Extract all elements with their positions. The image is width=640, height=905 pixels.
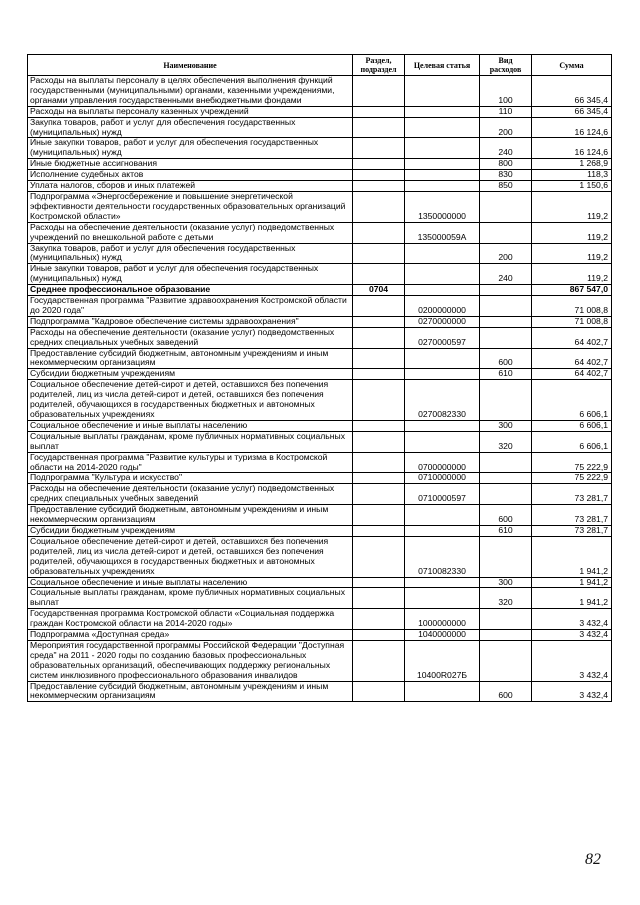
- row-amount-cell: 73 281,7: [532, 525, 612, 536]
- row-kind-cell: 320: [480, 431, 532, 452]
- row-amount-cell: 119,2: [532, 243, 612, 264]
- row-kind-cell: 850: [480, 181, 532, 192]
- row-target-cell: 135000059А: [405, 222, 480, 243]
- row-amount-cell: 3 432,4: [532, 609, 612, 630]
- row-target-cell: 0270082330: [405, 380, 480, 421]
- row-name-cell: Расходы на обеспечение деятельности (оказание услуг) подведомственных средних специальных учебных заведений: [28, 327, 353, 348]
- table-row: [28, 420, 612, 431]
- row-kind-cell: [480, 640, 532, 681]
- row-amount-cell: 71 008,8: [532, 316, 612, 327]
- table-row: [28, 106, 612, 117]
- row-name-cell: Предоставление субсидий бюджетным, автономным учреждениям и иным некоммерческим организациям: [28, 505, 353, 526]
- row-amount-cell: 73 281,7: [532, 505, 612, 526]
- row-amount-cell: 75 222,9: [532, 452, 612, 473]
- row-section-cell: [353, 369, 405, 380]
- row-target-cell: [405, 420, 480, 431]
- row-kind-cell: 600: [480, 681, 532, 702]
- row-target-cell: [405, 577, 480, 588]
- row-kind-cell: [480, 473, 532, 484]
- row-name-cell: Закупка товаров, работ и услуг для обеспечения государственных (муниципальных) нужд: [28, 117, 353, 138]
- row-kind-cell: [480, 316, 532, 327]
- row-section-cell: [353, 380, 405, 421]
- row-name-cell: Предоставление субсидий бюджетным, автономным учреждениям и иным некоммерческим организациям: [28, 681, 353, 702]
- row-section-cell: [353, 505, 405, 526]
- row-kind-cell: [480, 191, 532, 222]
- header-section: Раздел, подраздел: [353, 55, 405, 76]
- table-row: [28, 191, 612, 222]
- row-amount-cell: 118,3: [532, 170, 612, 181]
- header-target: Целевая статья: [405, 55, 480, 76]
- row-section-cell: [353, 170, 405, 181]
- row-target-cell: [405, 243, 480, 264]
- row-section-cell: [353, 181, 405, 192]
- row-amount-cell: 66 345,4: [532, 106, 612, 117]
- table-row: [28, 138, 612, 159]
- row-name-cell: Иные бюджетные ассигнования: [28, 159, 353, 170]
- table-row: [28, 431, 612, 452]
- row-amount-cell: 73 281,7: [532, 484, 612, 505]
- row-name-cell: Расходы на выплаты персоналу в целях обеспечения выполнения функций государственными (муниципальными) органами, казенными учреждениями, органами управления государственными внебюджетными фондами: [28, 76, 353, 107]
- row-target-cell: 10400R027Б: [405, 640, 480, 681]
- row-section-cell: [353, 609, 405, 630]
- table-row: [28, 76, 612, 107]
- row-kind-cell: [480, 630, 532, 641]
- row-target-cell: 1040000000: [405, 630, 480, 641]
- table-row: [28, 296, 612, 317]
- table-row: [28, 348, 612, 369]
- row-kind-cell: 240: [480, 138, 532, 159]
- row-amount-cell: 1 941,2: [532, 536, 612, 577]
- row-section-cell: [353, 76, 405, 107]
- table-row: [28, 681, 612, 702]
- table-row: [28, 264, 612, 285]
- row-kind-cell: 200: [480, 117, 532, 138]
- row-amount-cell: 1 941,2: [532, 577, 612, 588]
- row-kind-cell: 100: [480, 76, 532, 107]
- table-row: [28, 525, 612, 536]
- row-section-cell: [353, 452, 405, 473]
- table-body: [28, 76, 612, 702]
- row-kind-cell: 610: [480, 369, 532, 380]
- table-row: [28, 640, 612, 681]
- row-name-cell: Социальные выплаты гражданам, кроме публичных нормативных социальных выплат: [28, 431, 353, 452]
- header-amount: Сумма: [532, 55, 612, 76]
- row-kind-cell: [480, 285, 532, 296]
- table-row: [28, 609, 612, 630]
- row-kind-cell: [480, 222, 532, 243]
- row-target-cell: [405, 170, 480, 181]
- table-row: [28, 473, 612, 484]
- row-amount-cell: 16 124,6: [532, 117, 612, 138]
- row-target-cell: [405, 76, 480, 107]
- row-target-cell: [405, 181, 480, 192]
- row-target-cell: [405, 138, 480, 159]
- row-target-cell: 0710000597: [405, 484, 480, 505]
- row-section-cell: [353, 327, 405, 348]
- budget-table: [27, 54, 612, 702]
- row-name-cell: Государственная программа Костромской области «Социальная поддержка граждан Костромской области на 2014-2020 годы»: [28, 609, 353, 630]
- row-kind-cell: 300: [480, 577, 532, 588]
- row-target-cell: [405, 681, 480, 702]
- table-row: [28, 316, 612, 327]
- row-amount-cell: 6 606,1: [532, 431, 612, 452]
- row-section-cell: [353, 484, 405, 505]
- row-target-cell: [405, 348, 480, 369]
- row-target-cell: [405, 264, 480, 285]
- row-target-cell: [405, 117, 480, 138]
- row-amount-cell: 3 432,4: [532, 681, 612, 702]
- row-amount-cell: 3 432,4: [532, 640, 612, 681]
- row-section-cell: [353, 296, 405, 317]
- row-kind-cell: 610: [480, 525, 532, 536]
- table-row: [28, 369, 612, 380]
- row-section-cell: [353, 588, 405, 609]
- row-section-cell: [353, 431, 405, 452]
- row-amount-cell: 16 124,6: [532, 138, 612, 159]
- row-amount-cell: 1 941,2: [532, 588, 612, 609]
- row-section-cell: [353, 348, 405, 369]
- row-name-cell: Уплата налогов, сборов и иных платежей: [28, 181, 353, 192]
- row-kind-cell: 110: [480, 106, 532, 117]
- row-section-cell: [353, 640, 405, 681]
- table-row: [28, 536, 612, 577]
- row-kind-cell: 320: [480, 588, 532, 609]
- table-row: [28, 577, 612, 588]
- row-kind-cell: 830: [480, 170, 532, 181]
- row-amount-cell: 1 150,6: [532, 181, 612, 192]
- row-section-cell: [353, 420, 405, 431]
- row-amount-cell: 6 606,1: [532, 380, 612, 421]
- row-target-cell: 0700000000: [405, 452, 480, 473]
- row-name-cell: Государственная программа "Развитие здравоохранения Костромской области до 2020 года": [28, 296, 353, 317]
- row-name-cell: Подпрограмма "Кадровое обеспечение системы здравоохранения": [28, 316, 353, 327]
- row-target-cell: 0710082330: [405, 536, 480, 577]
- row-amount-cell: 75 222,9: [532, 473, 612, 484]
- table-row: [28, 117, 612, 138]
- row-name-cell: Расходы на выплаты персоналу казенных учреждений: [28, 106, 353, 117]
- row-section-cell: [353, 159, 405, 170]
- row-amount-cell: 64 402,7: [532, 327, 612, 348]
- row-section-cell: [353, 243, 405, 264]
- row-amount-cell: 119,2: [532, 222, 612, 243]
- row-kind-cell: [480, 536, 532, 577]
- row-amount-cell: 71 008,8: [532, 296, 612, 317]
- row-name-cell: Социальные выплаты гражданам, кроме публичных нормативных социальных выплат: [28, 588, 353, 609]
- row-name-cell: Социальное обеспечение и иные выплаты населению: [28, 577, 353, 588]
- row-name-cell: Исполнение судебных актов: [28, 170, 353, 181]
- row-amount-cell: 119,2: [532, 191, 612, 222]
- row-target-cell: [405, 369, 480, 380]
- row-name-cell: Подпрограмма «Доступная среда»: [28, 630, 353, 641]
- row-section-cell: [353, 316, 405, 327]
- row-section-cell: [353, 681, 405, 702]
- row-section-cell: [353, 138, 405, 159]
- row-target-cell: 1350000000: [405, 191, 480, 222]
- row-target-cell: 1000000000: [405, 609, 480, 630]
- row-kind-cell: 600: [480, 348, 532, 369]
- row-amount-cell: 867 547,0: [532, 285, 612, 296]
- row-target-cell: 0270000597: [405, 327, 480, 348]
- row-kind-cell: [480, 484, 532, 505]
- row-section-cell: [353, 536, 405, 577]
- row-target-cell: 0710000000: [405, 473, 480, 484]
- header-kind: Вид расходов: [480, 55, 532, 76]
- row-amount-cell: 3 432,4: [532, 630, 612, 641]
- row-section-cell: 0704: [353, 285, 405, 296]
- header-name: Наименование: [28, 55, 353, 76]
- row-target-cell: [405, 588, 480, 609]
- row-name-cell: Предоставление субсидий бюджетным, автономным учреждениям и иным некоммерческим организациям: [28, 348, 353, 369]
- row-kind-cell: [480, 380, 532, 421]
- row-amount-cell: 6 606,1: [532, 420, 612, 431]
- row-section-cell: [353, 630, 405, 641]
- row-name-cell: Государственная программа "Развитие культуры и туризма в Костромской области на 2014-2020 годы": [28, 452, 353, 473]
- row-name-cell: Социальное обеспечение детей-сирот и детей, оставшихся без попечения родителей, лиц из числа детей-сирот и детей, оставшихся без попечения родителей, обучающихся в государственных бюджетных и автономных образовательных учреждениях: [28, 536, 353, 577]
- row-name-cell: Социальное обеспечение детей-сирот и детей, оставшихся без попечения родителей, лиц из числа детей-сирот и детей, оставшихся без попечения родителей, обучающихся в государственных бюджетных и автономных образовательных учреждениях: [28, 380, 353, 421]
- row-target-cell: [405, 505, 480, 526]
- row-amount-cell: 64 402,7: [532, 348, 612, 369]
- row-kind-cell: 600: [480, 505, 532, 526]
- row-name-cell: Иные закупки товаров, работ и услуг для обеспечения государственных (муниципальных) нужд: [28, 264, 353, 285]
- row-kind-cell: 300: [480, 420, 532, 431]
- row-target-cell: [405, 285, 480, 296]
- row-kind-cell: [480, 296, 532, 317]
- row-amount-cell: 119,2: [532, 264, 612, 285]
- row-amount-cell: 66 345,4: [532, 76, 612, 107]
- row-target-cell: [405, 159, 480, 170]
- row-section-cell: [353, 525, 405, 536]
- row-name-cell: Расходы на обеспечение деятельности (оказание услуг) подведомственных учреждений по внешкольной работе с детьми: [28, 222, 353, 243]
- table-row: [28, 588, 612, 609]
- row-kind-cell: [480, 327, 532, 348]
- table-row: [28, 243, 612, 264]
- row-name-cell: Социальное обеспечение и иные выплаты населению: [28, 420, 353, 431]
- row-name-cell: Закупка товаров, работ и услуг для обеспечения государственных (муниципальных) нужд: [28, 243, 353, 264]
- row-name-cell: Мероприятия государственной программы Российской Федерации "Доступная среда" на 2011 - 2020 годы по созданию базовых профессиональных образовательных организаций, обеспечивающих поддержку региональных систем инклюзивного профессионального образования инвалидов: [28, 640, 353, 681]
- table-row: [28, 630, 612, 641]
- row-kind-cell: [480, 609, 532, 630]
- row-kind-cell: [480, 452, 532, 473]
- row-kind-cell: 240: [480, 264, 532, 285]
- table-header-row: [28, 55, 612, 76]
- table-row: [28, 181, 612, 192]
- row-section-cell: [353, 264, 405, 285]
- row-name-cell: Субсидии бюджетным учреждениям: [28, 369, 353, 380]
- row-target-cell: 0270000000: [405, 316, 480, 327]
- row-kind-cell: 800: [480, 159, 532, 170]
- row-target-cell: [405, 106, 480, 117]
- row-section-cell: [353, 117, 405, 138]
- table-row: [28, 484, 612, 505]
- row-name-cell: Среднее профессиональное образование: [28, 285, 353, 296]
- row-section-cell: [353, 473, 405, 484]
- row-target-cell: 0200000000: [405, 296, 480, 317]
- table-row: [28, 170, 612, 181]
- row-name-cell: Расходы на обеспечение деятельности (оказание услуг) подведомственных средних специальных учебных заведений: [28, 484, 353, 505]
- row-target-cell: [405, 525, 480, 536]
- table-row: [28, 505, 612, 526]
- table-row: [28, 327, 612, 348]
- row-name-cell: Субсидии бюджетным учреждениям: [28, 525, 353, 536]
- row-target-cell: [405, 431, 480, 452]
- row-name-cell: Подпрограмма «Энергосбережение и повышение энергетической эффективности деятельности государственных образовательных организаций Костромской области»: [28, 191, 353, 222]
- table-row: [28, 159, 612, 170]
- row-kind-cell: 200: [480, 243, 532, 264]
- row-section-cell: [353, 106, 405, 117]
- row-section-cell: [353, 222, 405, 243]
- row-amount-cell: 64 402,7: [532, 369, 612, 380]
- table-row: [28, 222, 612, 243]
- row-section-cell: [353, 191, 405, 222]
- table-row: [28, 452, 612, 473]
- row-name-cell: Иные закупки товаров, работ и услуг для обеспечения государственных (муниципальных) нужд: [28, 138, 353, 159]
- row-amount-cell: 1 268,9: [532, 159, 612, 170]
- row-name-cell: Подпрограмма "Культура и искусство": [28, 473, 353, 484]
- table-row: [28, 380, 612, 421]
- page-number: 82: [585, 851, 601, 868]
- row-section-cell: [353, 577, 405, 588]
- table-row: [28, 285, 612, 296]
